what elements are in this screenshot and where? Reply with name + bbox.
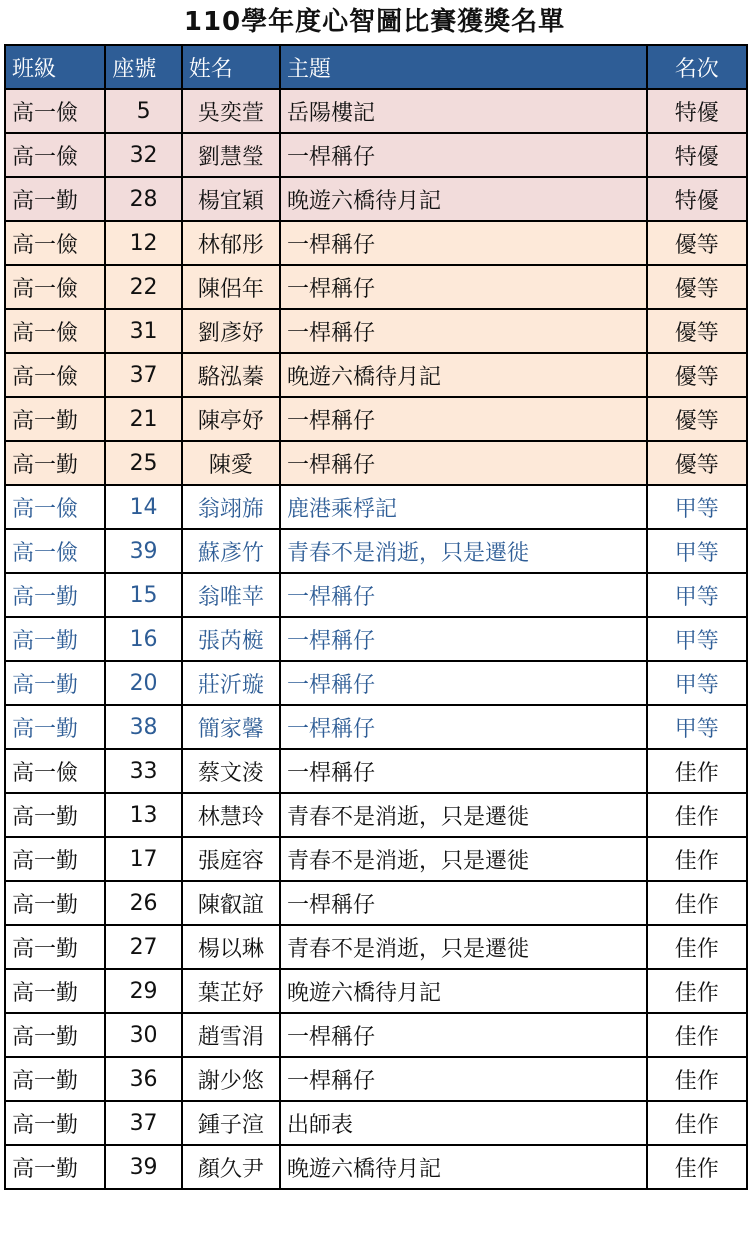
- cell-topic: 鹿港乘桴記: [280, 485, 647, 529]
- cell-class: 高一儉: [5, 265, 105, 309]
- table-body: [5, 89, 747, 1189]
- cell-class: 高一勤: [5, 969, 105, 1013]
- cell-seat: 37: [105, 1101, 181, 1145]
- cell-name: 蘇彥竹: [182, 529, 280, 573]
- cell-seat: 39: [105, 529, 181, 573]
- cell-topic: 一桿稱仔: [280, 661, 647, 705]
- table-row: [5, 353, 747, 397]
- cell-name: 陳侶年: [182, 265, 280, 309]
- cell-class: 高一勤: [5, 441, 105, 485]
- cell-class: 高一儉: [5, 485, 105, 529]
- cell-rank: 佳作: [647, 1013, 747, 1057]
- cell-rank: 特優: [647, 177, 747, 221]
- page-title: 110學年度心智圖比賽獲獎名單: [183, 7, 566, 37]
- cell-class: 高一勤: [5, 705, 105, 749]
- cell-seat: 36: [105, 1057, 181, 1101]
- cell-class: 高一勤: [5, 1057, 105, 1101]
- cell-name: 楊以琳: [182, 925, 280, 969]
- table-row: [5, 529, 747, 573]
- cell-rank: 佳作: [647, 969, 747, 1013]
- cell-topic: 一桿稱仔: [280, 397, 647, 441]
- cell-topic: 青春不是消逝，只是遷徙: [280, 837, 647, 881]
- cell-seat: 29: [105, 969, 181, 1013]
- cell-class: 高一勤: [5, 661, 105, 705]
- cell-class: 高一儉: [5, 353, 105, 397]
- cell-topic: 青春不是消逝，只是遷徙: [280, 529, 647, 573]
- cell-topic: 晚遊六橋待月記: [280, 969, 647, 1013]
- table-row: [5, 133, 747, 177]
- cell-seat: 13: [105, 793, 181, 837]
- cell-topic: 青春不是消逝，只是遷徙: [280, 793, 647, 837]
- cell-topic: 一桿稱仔: [280, 265, 647, 309]
- table-row: [5, 177, 747, 221]
- table-row: [5, 925, 747, 969]
- table-row: [5, 441, 747, 485]
- cell-topic: 一桿稱仔: [280, 749, 647, 793]
- cell-topic: 晚遊六橋待月記: [280, 1145, 647, 1189]
- header-rank: 名次: [647, 45, 747, 89]
- cell-rank: 佳作: [647, 749, 747, 793]
- cell-topic: 一桿稱仔: [280, 133, 647, 177]
- cell-rank: 特優: [647, 89, 747, 133]
- cell-topic: 岳陽樓記: [280, 89, 647, 133]
- cell-seat: 14: [105, 485, 181, 529]
- cell-seat: 12: [105, 221, 181, 265]
- cell-seat: 27: [105, 925, 181, 969]
- cell-seat: 37: [105, 353, 181, 397]
- cell-rank: 甲等: [647, 573, 747, 617]
- cell-class: 高一儉: [5, 89, 105, 133]
- cell-seat: 15: [105, 573, 181, 617]
- cell-topic: 一桿稱仔: [280, 1057, 647, 1101]
- cell-rank: 佳作: [647, 925, 747, 969]
- cell-topic: 青春不是消逝，只是遷徙: [280, 925, 647, 969]
- cell-rank: 佳作: [647, 793, 747, 837]
- cell-rank: 佳作: [647, 1145, 747, 1189]
- cell-name: 劉慧瑩: [182, 133, 280, 177]
- table-row: [5, 573, 747, 617]
- header-topic: 主題: [280, 45, 647, 89]
- table-row: [5, 617, 747, 661]
- cell-class: 高一勤: [5, 925, 105, 969]
- cell-rank: 佳作: [647, 881, 747, 925]
- cell-class: 高一儉: [5, 221, 105, 265]
- cell-name: 陳叡誼: [182, 881, 280, 925]
- table-row: [5, 793, 747, 837]
- table-row: [5, 89, 747, 133]
- cell-topic: 出師表: [280, 1101, 647, 1145]
- cell-rank: 優等: [647, 353, 747, 397]
- cell-topic: 晚遊六橋待月記: [280, 177, 647, 221]
- table-header-row: [5, 45, 747, 89]
- cell-name: 趙雪涓: [182, 1013, 280, 1057]
- cell-name: 謝少悠: [182, 1057, 280, 1101]
- cell-topic: 一桿稱仔: [280, 573, 647, 617]
- cell-name: 莊沂璇: [182, 661, 280, 705]
- cell-name: 楊宜穎: [182, 177, 280, 221]
- cell-seat: 20: [105, 661, 181, 705]
- cell-name: 張芮榳: [182, 617, 280, 661]
- cell-class: 高一勤: [5, 1013, 105, 1057]
- cell-rank: 佳作: [647, 1101, 747, 1145]
- cell-seat: 33: [105, 749, 181, 793]
- table-row: [5, 221, 747, 265]
- cell-name: 翁唯苹: [182, 573, 280, 617]
- cell-class: 高一勤: [5, 617, 105, 661]
- table-row: [5, 397, 747, 441]
- cell-seat: 38: [105, 705, 181, 749]
- cell-class: 高一勤: [5, 177, 105, 221]
- table-row: [5, 1145, 747, 1189]
- cell-topic: 一桿稱仔: [280, 309, 647, 353]
- cell-rank: 優等: [647, 309, 747, 353]
- cell-topic: 一桿稱仔: [280, 1013, 647, 1057]
- table-row: [5, 265, 747, 309]
- cell-seat: 39: [105, 1145, 181, 1189]
- table-row: [5, 881, 747, 925]
- cell-seat: 28: [105, 177, 181, 221]
- cell-seat: 22: [105, 265, 181, 309]
- cell-topic: 一桿稱仔: [280, 221, 647, 265]
- table-row: [5, 661, 747, 705]
- cell-seat: 21: [105, 397, 181, 441]
- cell-topic: 一桿稱仔: [280, 617, 647, 661]
- table-row: [5, 1101, 747, 1145]
- cell-topic: 一桿稱仔: [280, 705, 647, 749]
- cell-name: 陳愛: [182, 441, 280, 485]
- cell-seat: 30: [105, 1013, 181, 1057]
- table-row: [5, 1013, 747, 1057]
- cell-seat: 25: [105, 441, 181, 485]
- cell-name: 顏久尹: [182, 1145, 280, 1189]
- cell-name: 駱泓蓁: [182, 353, 280, 397]
- cell-name: 陳亭妤: [182, 397, 280, 441]
- cell-name: 鍾子渲: [182, 1101, 280, 1145]
- cell-name: 劉彥妤: [182, 309, 280, 353]
- cell-rank: 特優: [647, 133, 747, 177]
- table-row: [5, 749, 747, 793]
- cell-class: 高一勤: [5, 1101, 105, 1145]
- cell-seat: 17: [105, 837, 181, 881]
- table-row: [5, 705, 747, 749]
- awards-table: [4, 44, 748, 1190]
- cell-rank: 甲等: [647, 529, 747, 573]
- cell-class: 高一儉: [5, 749, 105, 793]
- cell-name: 吳奕萱: [182, 89, 280, 133]
- cell-topic: 一桿稱仔: [280, 441, 647, 485]
- cell-seat: 5: [105, 89, 181, 133]
- cell-class: 高一儉: [5, 309, 105, 353]
- cell-topic: 一桿稱仔: [280, 881, 647, 925]
- cell-class: 高一勤: [5, 397, 105, 441]
- cell-class: 高一勤: [5, 881, 105, 925]
- cell-seat: 31: [105, 309, 181, 353]
- table-row: [5, 1057, 747, 1101]
- cell-name: 林郁彤: [182, 221, 280, 265]
- cell-name: 葉芷妤: [182, 969, 280, 1013]
- table-row: [5, 969, 747, 1013]
- cell-topic: 晚遊六橋待月記: [280, 353, 647, 397]
- table-row: [5, 485, 747, 529]
- cell-rank: 佳作: [647, 837, 747, 881]
- cell-name: 翁翊旆: [182, 485, 280, 529]
- cell-class: 高一勤: [5, 1145, 105, 1189]
- cell-class: 高一儉: [5, 133, 105, 177]
- cell-rank: 甲等: [647, 485, 747, 529]
- cell-rank: 優等: [647, 397, 747, 441]
- cell-name: 張庭容: [182, 837, 280, 881]
- cell-class: 高一勤: [5, 793, 105, 837]
- cell-class: 高一勤: [5, 573, 105, 617]
- header-seat: 座號: [105, 45, 181, 89]
- cell-rank: 甲等: [647, 617, 747, 661]
- header-name: 姓名: [182, 45, 280, 89]
- cell-rank: 甲等: [647, 661, 747, 705]
- cell-seat: 26: [105, 881, 181, 925]
- cell-rank: 甲等: [647, 705, 747, 749]
- cell-class: 高一勤: [5, 837, 105, 881]
- cell-rank: 佳作: [647, 1057, 747, 1101]
- header-class: 班級: [5, 45, 105, 89]
- cell-name: 簡家馨: [182, 705, 280, 749]
- table-row: [5, 309, 747, 353]
- cell-name: 蔡文淩: [182, 749, 280, 793]
- cell-name: 林慧玲: [182, 793, 280, 837]
- cell-rank: 優等: [647, 441, 747, 485]
- cell-seat: 16: [105, 617, 181, 661]
- cell-rank: 優等: [647, 265, 747, 309]
- cell-class: 高一儉: [5, 529, 105, 573]
- cell-rank: 優等: [647, 221, 747, 265]
- table-row: [5, 837, 747, 881]
- cell-seat: 32: [105, 133, 181, 177]
